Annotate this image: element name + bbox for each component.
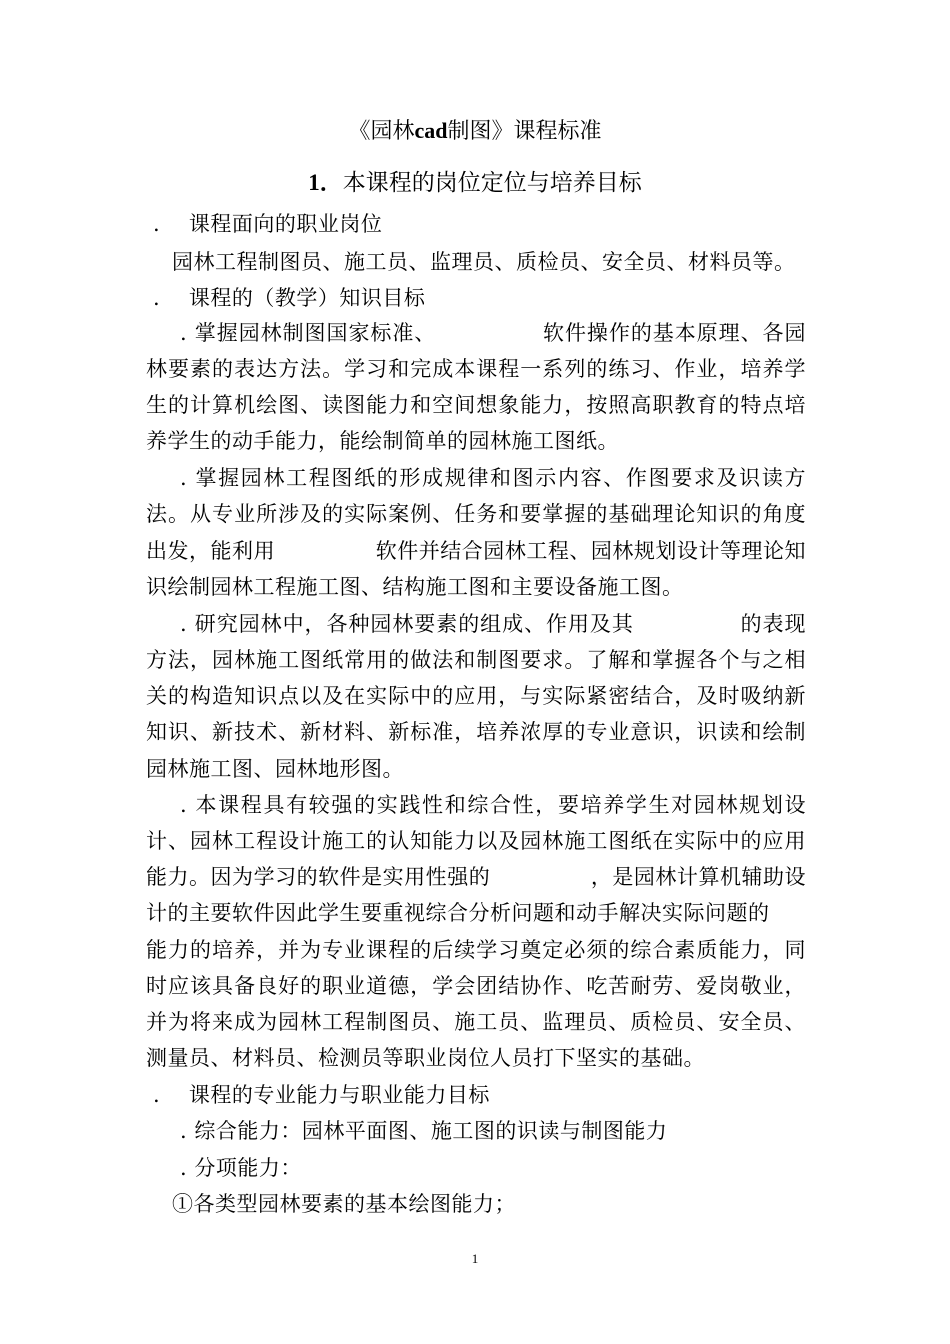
section-1-number: 1． <box>308 170 343 195</box>
body-line: 计、园林工程设计施工的认知能力以及园林施工图纸在实际中的应用 <box>146 829 806 853</box>
body-line: 知识、新技术、新材料、新标准，培养浓厚的专业意识，识读和绘制 <box>146 720 806 744</box>
body-line: 林要素的表达方法。学习和完成本课程一系列的练习、作业，培养学 <box>146 357 806 381</box>
document-title <box>0 117 950 146</box>
body-line: . 分项能力： <box>180 1156 302 1180</box>
subheading-ability-goals: . 课程的专业能力与职业能力目标 <box>153 1083 490 1107</box>
body-line: 生的计算机绘图、读图能力和空间想象能力，按照高职教育的特点培 <box>146 393 806 417</box>
body-line: . 综合能力：园林平面图、施工图的识读与制图能力 <box>180 1119 668 1143</box>
body-line: . 掌握园林工程图纸的形成规律和图示内容、作图要求及识读方 <box>180 466 806 490</box>
body-line: 园林施工图、园林地形图。 <box>146 757 404 781</box>
body-line: 养学生的动手能力，能绘制简单的园林施工图纸。 <box>146 429 619 453</box>
body-line: 关的构造知识点以及在实际中的应用，与实际紧密结合，及时吸纳新 <box>146 684 806 708</box>
body-line: 时应该具备良好的职业道德，学会团结协作、吃苦耐劳、爱岗敬业， <box>146 974 806 998</box>
subheading-job-positions: . 课程面向的职业岗位 <box>153 212 383 236</box>
section-1-heading <box>0 168 950 198</box>
subheading-knowledge-goals: . 课程的（教学）知识目标 <box>153 286 426 310</box>
title-pre: 《园林 <box>348 119 415 144</box>
body-line: . 掌握园林制图国家标准、 软件操作的基本原理、各园 <box>180 321 806 345</box>
body-line: 测量员、材料员、检测员等职业岗位人员打下坚实的基础。 <box>146 1046 705 1070</box>
body-line: 园林工程制图员、施工员、监理员、质检员、安全员、材料员等。 <box>172 250 796 274</box>
body-line: 能力的培养，并为专业课程的后续学习奠定必须的综合素质能力，同 <box>146 938 806 962</box>
body-line: 计的主要软件因此学生要重视综合分析问题和动手解决实际问题的 <box>146 901 770 925</box>
body-line: 能力。因为学习的软件是实用性强的 ，是园林计算机辅助设 <box>146 865 806 889</box>
body-line: 并为将来成为园林工程制图员、施工员、监理员、质检员、安全员、 <box>146 1010 806 1034</box>
body-line: 出发，能利用 软件并结合园林工程、园林规划设计等理论知 <box>146 539 806 563</box>
body-line: . 本课程具有较强的实践性和综合性，要培养学生对园林规划设 <box>180 793 806 817</box>
page-number: 1 <box>471 1251 479 1266</box>
body-line: ①各类型园林要素的基本绘图能力； <box>172 1192 516 1216</box>
section-1-title: 本课程的岗位定位与培养目标 <box>342 170 642 196</box>
body-line: . 研究园林中，各种园林要素的组成、作用及其 的表现 <box>180 612 806 636</box>
body-line: 识绘制园林工程施工图、结构施工图和主要设备施工图。 <box>146 575 684 599</box>
body-line: 方法，园林施工图纸常用的做法和制图要求。了解和掌握各个与之相 <box>146 648 806 672</box>
body-line: 法。从专业所涉及的实际案例、任务和要掌握的基础理论知识的角度 <box>146 502 806 526</box>
title-bold: cad <box>414 118 448 143</box>
title-post: 制图》课程标准 <box>447 119 602 144</box>
